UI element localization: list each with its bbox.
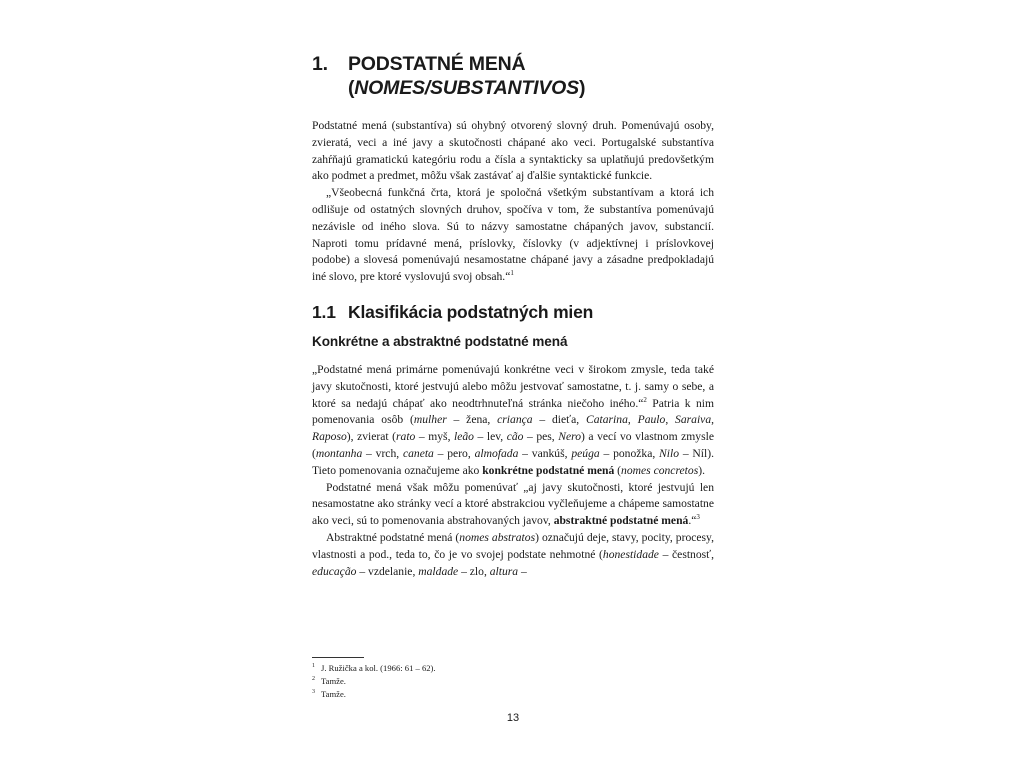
text-run: ). (698, 463, 705, 477)
text-run: – ponožka, (599, 446, 660, 460)
example-word: Paulo (637, 413, 666, 427)
example-word: caneta (402, 446, 434, 460)
text-run: , (711, 413, 715, 427)
footnote-ref-3[interactable]: 3 (696, 513, 700, 522)
example-word: Nilo (659, 446, 680, 460)
quote-text: „Podstatné mená primárne pomenúvajú konkrétne veci v širokom zmysle, teda také javy skutočnosti, ktoré jestvujú alebo môžu jestvovať samostatne, t. j. samy o sebe, a ktoré sa nedajú chápať ako neodtrhnuteľná stránka niečoho iného.“ (312, 362, 714, 410)
bold-term: abstraktné podstatné mená (553, 514, 689, 528)
text-run: – myš, (415, 430, 455, 444)
section-number: 1.1 (312, 301, 336, 322)
example-word: honestidade (602, 547, 659, 561)
example-word: Saraiva (675, 413, 712, 427)
footnote-text: J. Ružička a kol. (1966: 61 – 62). (321, 663, 436, 673)
abstract-nouns-paragraph (312, 530, 714, 580)
footnote-divider (312, 657, 364, 658)
footnote-ref-2[interactable]: 2 (643, 395, 647, 404)
example-word: peúga (571, 446, 600, 460)
example-word: mulher (413, 413, 447, 427)
example-word: montanha (315, 446, 363, 460)
abstract-nouns-quote-paragraph (312, 480, 714, 530)
chapter-title-line1: PODSTATNÉ MENÁ (348, 53, 526, 75)
text-run: – vankúš, (518, 446, 572, 460)
chapter-number: 1. (312, 53, 328, 75)
chapter-title (348, 52, 714, 100)
footnote-2 (312, 675, 714, 688)
chapter-title-paren-open: ( (348, 77, 355, 99)
bold-term: konkrétne podstatné mená (482, 463, 615, 477)
text-run: – pero, (433, 446, 475, 460)
concrete-nouns-paragraph (312, 362, 714, 480)
text-run: – vzdelanie, (356, 564, 419, 578)
intro-quote: „Všeobecná funkčná črta, ktorá je spoločná všetkým substantívam a ktorá ich odlišuje od ostatných slovných druhov, spočíva v tom, že substantíva pomenúvajú nezávisle od iného slova. Sú to názvy samostatne chápaných javov, substancií. Naproti tomu prídavné mená, príslovky, číslovky (v adjektívnej i príslovkovej podobe) a slovesá pomenúvajú nesamostatne chápané javy a zásadne predpokladajú iné slovo, pre ktoré vyslovujú svoj obsah.“ (312, 186, 714, 284)
example-word: rato (396, 430, 416, 444)
footnote-ref-1[interactable]: 1 (510, 269, 514, 278)
chapter-title-italic: NOMES/SUBSTANTIVOS (354, 77, 579, 99)
text-run: – žena, (446, 413, 498, 427)
footnotes (312, 662, 714, 701)
text-run: , (665, 413, 676, 427)
page-number: 13 (506, 712, 520, 724)
example-word: altura (489, 564, 519, 578)
text-run: .“ (688, 514, 697, 528)
chapter-title-paren-close: ) (578, 77, 586, 99)
example-word: almofada (474, 446, 519, 460)
footnote-1 (312, 662, 714, 675)
footnote-text: Tamže. (321, 689, 346, 699)
footnote-number: 2 (312, 676, 315, 683)
example-word: Raposo (312, 430, 347, 444)
example-word: leão (454, 430, 474, 444)
footnote-number: 3 (312, 689, 315, 696)
example-word: cão (506, 430, 524, 444)
text-run: ) označujú deje, stavy, pocity, procesy, vlastnosti a pod., teda to, čo je vo svojej podstate nehmotné ( (312, 530, 714, 561)
subsection-heading: Konkrétne a abstraktné podstatné mená (312, 333, 568, 349)
text-run: , (627, 413, 638, 427)
intro-paragraph-1: Podstatné mená (substantíva) sú ohybný otvorený slovný druh. Pomenúvajú osoby, zvieratá, veci a iné javy a skutočnosti chápané ako veci. Portugalské substantíva zahŕňajú gramatickú kategóriu rodu a čísla a syntakticky sa uplatňujú predovšetkým ako podmet a predmet, môžu však zastávať aj ďalšie syntaktické funkcie. (312, 119, 714, 183)
text-run: Podstatné mená však môžu pomenúvať „aj javy skutočnosti, ktoré jestvujú len nesamostatne ako stránky vecí a ktoré abstrakciou vyčleňujeme a chápeme samostatne ako veci, sú to pomenovania abstrahovaných javov, (312, 480, 714, 528)
section-heading (312, 301, 714, 323)
example-word: Nero (558, 430, 582, 444)
text-run: – čestnosť, (658, 547, 715, 561)
text-run: ), zvierat ( (346, 430, 397, 444)
intro-paragraph-2 (312, 185, 714, 286)
example-word: nomes concretos (621, 463, 699, 477)
example-word: nomes abstratos (459, 530, 536, 544)
footnote-text: Tamže. (321, 676, 346, 686)
text-run: – pes, (523, 430, 559, 444)
example-word: Catarina (586, 413, 628, 427)
footnote-number: 1 (312, 663, 315, 670)
section-title: Klasifikácia podstatných mien (348, 301, 594, 322)
text-run: ) a vecí vo vlastnom zmysle ( (312, 430, 714, 460)
text-run: – dieťa, (532, 413, 586, 427)
text-run: – vrch, (362, 446, 403, 460)
text-run: – lev, (473, 430, 507, 444)
text-run: – zlo, (458, 564, 490, 578)
text-run: ( (614, 463, 622, 477)
text-run: Abstraktné podstatné mená ( (326, 530, 460, 544)
footnote-3 (312, 688, 714, 701)
example-word: educação (312, 564, 357, 578)
text-run: – (518, 564, 527, 578)
chapter-heading (312, 52, 714, 100)
text-run: Patria k nim pomenovania osôb ( (312, 396, 714, 427)
text-run: – Níl). Tieto pomenovania označujeme ako (312, 446, 715, 477)
example-word: maldade (418, 564, 459, 578)
example-word: criança (497, 413, 533, 427)
book-page (312, 52, 714, 742)
